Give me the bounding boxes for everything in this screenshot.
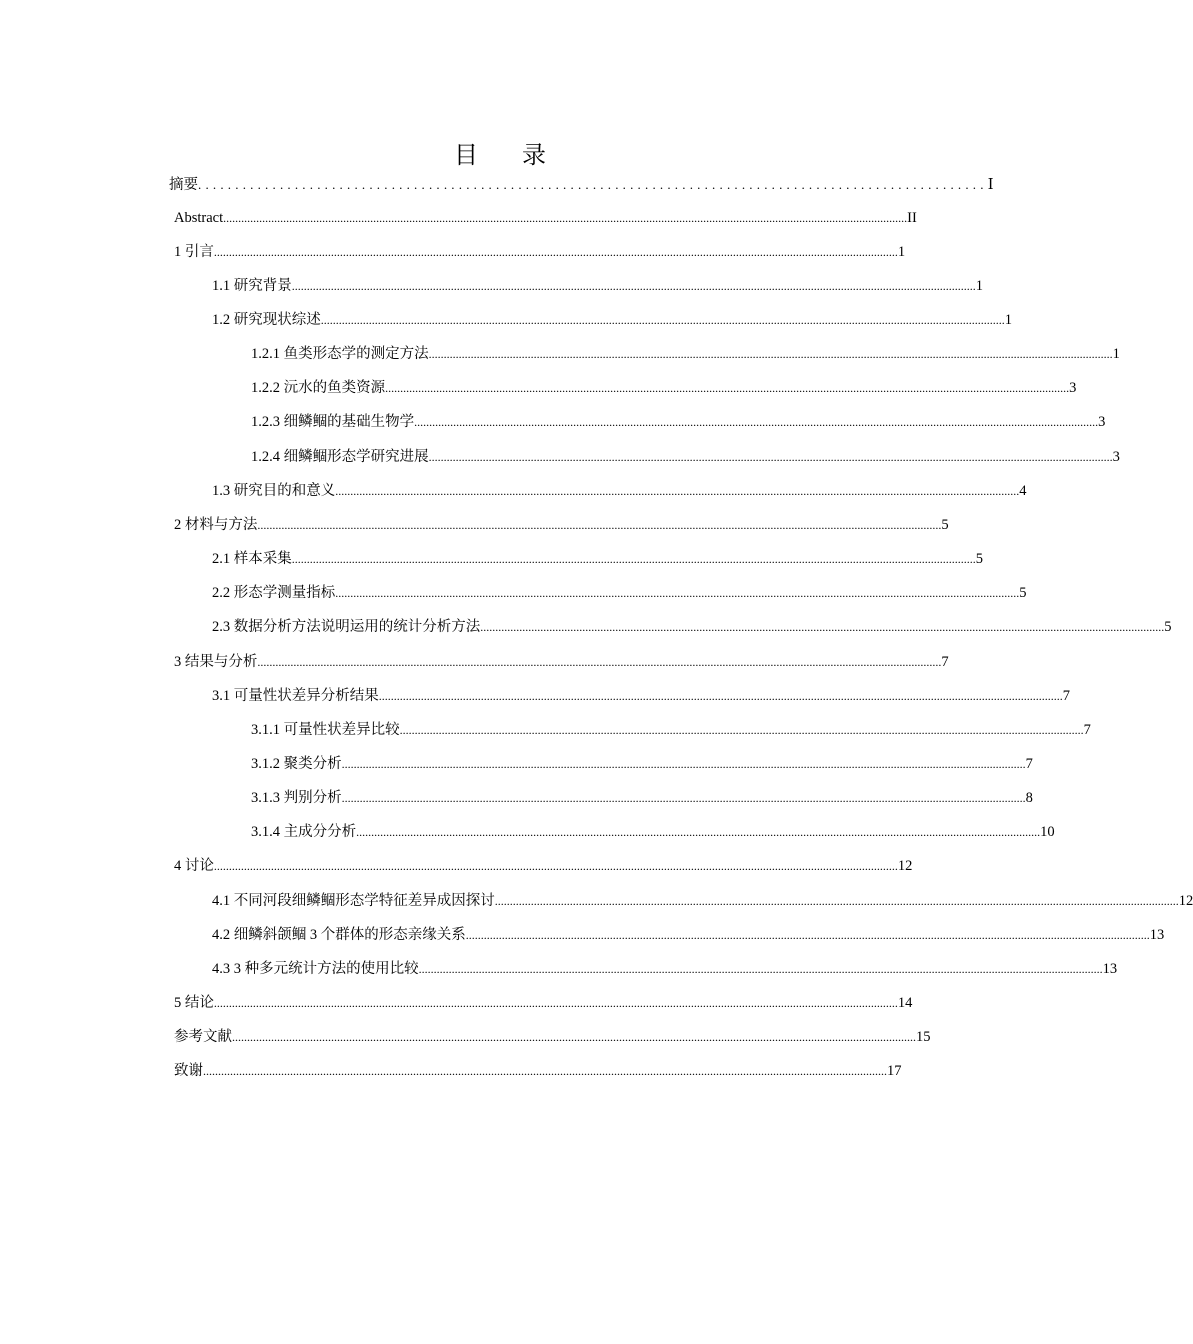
- toc-entry-page: 1: [1004, 312, 1012, 328]
- toc-entry[interactable]: [212, 685, 1070, 707]
- toc-entry-page: 1: [1112, 346, 1120, 362]
- toc-entry-page: 3: [1069, 380, 1077, 396]
- toc-leader-dots: ....................................................................................................................................................................................................................................: [414, 415, 1099, 429]
- toc-entry-label: 1.3 研究目的和意义: [212, 483, 336, 499]
- toc-entry[interactable]: [251, 446, 1120, 468]
- toc-entry[interactable]: [212, 616, 1172, 638]
- toc-leader-dots: ..........................................................................................................: [198, 177, 988, 192]
- toc-leader-dots: ....................................................................................................................................................................................................................................: [232, 1030, 916, 1044]
- toc-entry[interactable]: [212, 890, 1193, 912]
- toc-entry-page: 3: [1098, 414, 1106, 430]
- toc-entry-label: 3.1.3 判别分析: [251, 790, 342, 806]
- toc-entry[interactable]: [212, 548, 983, 570]
- toc-entry-page: 1: [975, 278, 983, 294]
- toc-leader-dots: ....................................................................................................................................................................................................................................: [428, 450, 1113, 464]
- toc-entry-label: 1.2.2 沅水的鱼类资源: [251, 380, 386, 396]
- toc-entry-page: 13: [1102, 961, 1118, 977]
- toc-entry-label: 1 引言: [174, 244, 214, 260]
- toc-entry-page: 17: [887, 1063, 902, 1079]
- toc-entry-page: 7: [1062, 688, 1070, 704]
- toc-entry-page: 8: [1025, 790, 1033, 806]
- toc-leader-dots: ....................................................................................................................................................................................................................................: [465, 928, 1150, 942]
- toc-entry[interactable]: [174, 992, 913, 1014]
- toc-entry-label: 1.1 研究背景: [212, 278, 292, 294]
- toc-leader-dots: ....................................................................................................................................................................................................................................: [341, 757, 1026, 771]
- toc-entry-label: 1.2.1 鱼类形态学的测定方法: [251, 346, 429, 362]
- toc-leader-dots: ....................................................................................................................................................................................................................................: [320, 313, 1005, 327]
- toc-leader-dots: ....................................................................................................................................................................................................................................: [494, 894, 1179, 908]
- toc-entry-page: 7: [1083, 722, 1091, 738]
- toc-entry-page: 3: [1112, 449, 1120, 465]
- toc-entry[interactable]: [174, 514, 949, 536]
- toc-entry[interactable]: [251, 343, 1120, 365]
- toc-leader-dots: ....................................................................................................................................................................................................................................: [399, 723, 1084, 737]
- toc-entry[interactable]: [169, 174, 994, 196]
- toc-entry-label: 2.1 样本采集: [212, 551, 292, 567]
- toc-entry[interactable]: [174, 241, 906, 263]
- toc-entry[interactable]: [251, 753, 1033, 775]
- toc-leader-dots: ....................................................................................................................................................................................................................................: [428, 347, 1113, 361]
- toc-entry-label: 3.1.2 聚类分析: [251, 756, 342, 772]
- toc-entry[interactable]: [251, 377, 1077, 399]
- toc-entry-page: 14: [897, 995, 913, 1011]
- toc-entry-page: II: [907, 210, 917, 226]
- toc-leader-dots: ....................................................................................................................................................................................................................................: [203, 1064, 887, 1078]
- toc-entry-label: 3.1.4 主成分分析: [251, 824, 357, 840]
- toc-entry[interactable]: [212, 275, 983, 297]
- toc-entry[interactable]: [251, 787, 1033, 809]
- toc-entry-page: 12: [897, 858, 913, 874]
- toc-entry-page: 5: [1164, 619, 1172, 635]
- toc-leader-dots: ....................................................................................................................................................................................................................................: [257, 518, 942, 532]
- toc-leader-dots: ....................................................................................................................................................................................................................................: [213, 859, 898, 873]
- toc-leader-dots: ....................................................................................................................................................................................................................................: [341, 791, 1026, 805]
- toc-entry[interactable]: [174, 207, 917, 229]
- toc-leader-dots: ....................................................................................................................................................................................................................................: [335, 484, 1020, 498]
- toc-entry-label: 4.1 不同河段细鳞鲴形态学特征差异成因探讨: [212, 893, 495, 909]
- toc-entry-page: 12: [1178, 893, 1193, 909]
- toc-entry[interactable]: [212, 924, 1165, 946]
- toc-entry-page: 7: [1025, 756, 1033, 772]
- toc-leader-dots: ....................................................................................................................................................................................................................................: [480, 620, 1165, 634]
- toc-leader-dots: ....................................................................................................................................................................................................................................: [291, 279, 976, 293]
- toc-entry-page: 4: [1019, 483, 1027, 499]
- toc-entry-label: 2.3 数据分析方法说明运用的统计分析方法: [212, 619, 481, 635]
- toc-entry-page: Ⅰ: [987, 177, 994, 193]
- toc-entry[interactable]: [174, 855, 913, 877]
- toc-entry-label: 3.1.1 可量性状差异比较: [251, 722, 400, 738]
- toc-entry[interactable]: [174, 1060, 902, 1082]
- toc-entry-page: 7: [941, 654, 949, 670]
- toc-entry-label: 5 结论: [174, 995, 214, 1011]
- toc-entry-label: 2 材料与方法: [174, 517, 258, 533]
- toc-entry-label: 4.3 3 种多元统计方法的使用比较: [212, 961, 419, 977]
- toc-entry-label: 2.2 形态学测量指标: [212, 585, 336, 601]
- toc-entry-page: 5: [1019, 585, 1027, 601]
- toc-entry-label: 3.1 可量性状差异分析结果: [212, 688, 379, 704]
- toc-entry-page: 5: [975, 551, 983, 567]
- toc-leader-dots: ....................................................................................................................................................................................................................................: [356, 825, 1041, 839]
- toc-entry-label: 1.2.3 细鳞鲴的基础生物学: [251, 414, 415, 430]
- toc-leader-dots: ....................................................................................................................................................................................................................................: [291, 552, 976, 566]
- toc-entry[interactable]: [174, 651, 949, 673]
- toc-entry-label: 参考文献: [174, 1029, 232, 1045]
- toc-entry[interactable]: [174, 1026, 931, 1048]
- toc-leader-dots: ....................................................................................................................................................................................................................................: [213, 245, 898, 259]
- toc-entry[interactable]: [212, 958, 1118, 980]
- toc-entry[interactable]: [212, 582, 1027, 604]
- toc-entry-label: 1.2 研究现状综述: [212, 312, 321, 328]
- toc-entry-label: 致谢: [174, 1063, 203, 1079]
- toc-leader-dots: ....................................................................................................................................................................................................................................: [385, 381, 1070, 395]
- toc-title: 目录: [454, 141, 590, 169]
- toc-entry-label: 摘要: [169, 177, 198, 193]
- toc-leader-dots: ....................................................................................................................................................................................................................................: [257, 655, 942, 669]
- toc-entry-page: 5: [941, 517, 949, 533]
- toc-entry-label: Abstract: [174, 210, 224, 226]
- toc-leader-dots: ....................................................................................................................................................................................................................................: [213, 996, 898, 1010]
- toc-entry-page: 1: [897, 244, 906, 260]
- toc-leader-dots: ....................................................................................................................................................................................................................................: [335, 586, 1020, 600]
- toc-entry-page: 13: [1149, 927, 1165, 943]
- toc-entry[interactable]: [251, 411, 1106, 433]
- toc-entry[interactable]: [251, 821, 1055, 843]
- toc-entry[interactable]: [251, 719, 1091, 741]
- toc-entry-page: 10: [1040, 824, 1055, 840]
- toc-entry-label: 4.2 细鳞斜颌鲴 3 个群体的形态亲缘关系: [212, 927, 466, 943]
- toc-entry-page: 15: [916, 1029, 931, 1045]
- toc-entry-label: 4 讨论: [174, 858, 214, 874]
- toc-entry-label: 1.2.4 细鳞鲴形态学研究进展: [251, 449, 429, 465]
- toc-leader-dots: ....................................................................................................................................................................................................................................: [223, 211, 908, 225]
- toc-entry[interactable]: [212, 480, 1027, 502]
- toc-entry-label: 3 结果与分析: [174, 654, 258, 670]
- toc-entry[interactable]: [212, 309, 1012, 331]
- toc-leader-dots: ....................................................................................................................................................................................................................................: [378, 689, 1063, 703]
- toc-leader-dots: ....................................................................................................................................................................................................................................: [418, 962, 1103, 976]
